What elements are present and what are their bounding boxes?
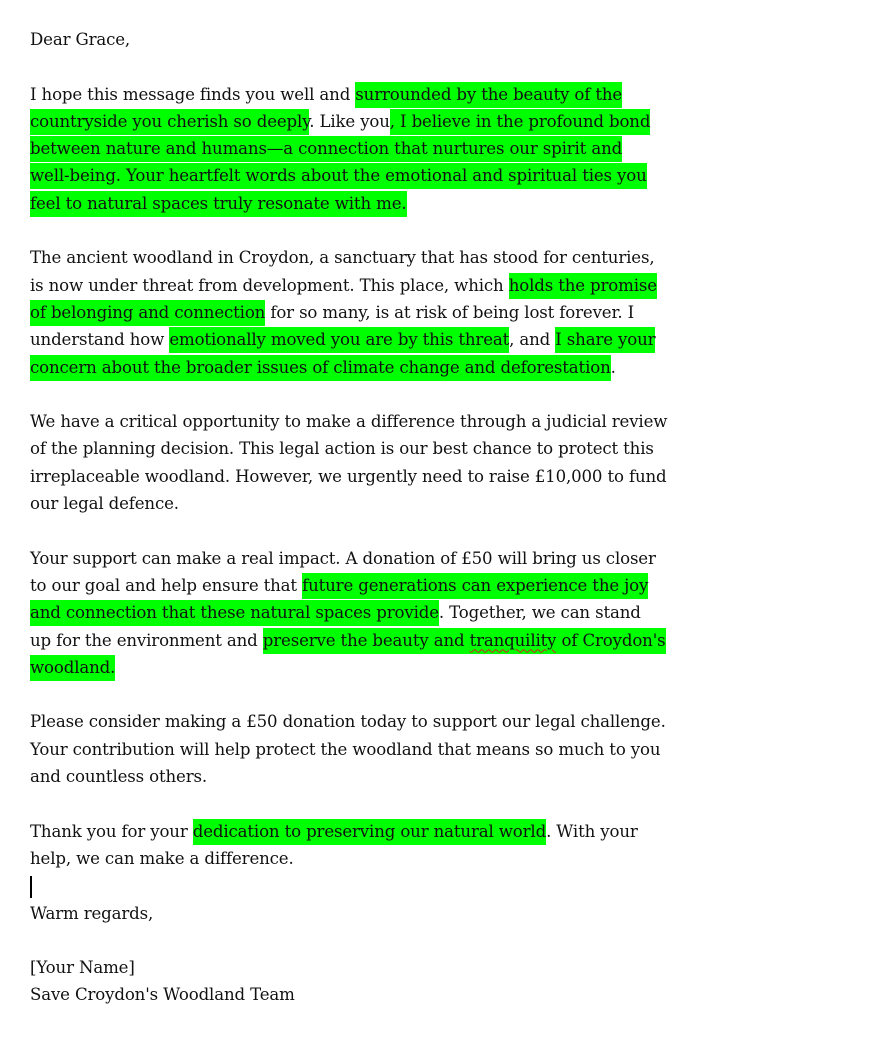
text-line bbox=[30, 627, 870, 654]
text-line bbox=[30, 654, 870, 681]
text-run: Dear Grace, bbox=[30, 30, 131, 49]
text-line bbox=[30, 435, 870, 462]
highlighted-text: countryside you cherish so deeply bbox=[30, 109, 309, 135]
text-line bbox=[30, 818, 870, 845]
text-run: The ancient woodland in Croydon, a sanctuary that has stood for centuries, bbox=[30, 248, 655, 268]
text-line bbox=[30, 190, 870, 217]
text-run: Thank you for your bbox=[30, 821, 193, 841]
text-run: We have a critical opportunity to make a difference through a judicial review bbox=[30, 412, 668, 432]
text-line bbox=[30, 900, 870, 927]
highlighted-text: well-being. Your heartfelt words about the emotional and spiritual ties you bbox=[30, 163, 647, 189]
text-line bbox=[30, 326, 870, 353]
highlighted-text: preserve the beauty and bbox=[263, 628, 470, 654]
text-run: . Like you bbox=[309, 111, 390, 131]
text-line bbox=[30, 272, 870, 299]
text-run: to our goal and help ensure that bbox=[30, 575, 303, 595]
text-run: understand how bbox=[30, 330, 170, 350]
text-run: is now under threat from development. This place, which bbox=[30, 275, 509, 295]
text-line bbox=[30, 135, 870, 162]
text-line bbox=[30, 162, 870, 189]
text-line bbox=[30, 244, 870, 271]
highlighted-text: dedication to preserving our natural world bbox=[193, 819, 546, 845]
text-run: up for the environment and bbox=[30, 630, 263, 650]
text-run: . bbox=[610, 357, 616, 377]
highlighted-text: feel to natural spaces truly resonate with me. bbox=[30, 191, 407, 217]
text-line bbox=[30, 490, 870, 517]
highlighted-text: between nature and humans—a connection that nurtures our spirit and bbox=[30, 136, 622, 162]
text-run: irreplaceable woodland. However, we urgently need to raise £10,000 to fund bbox=[30, 466, 667, 486]
letter-document-body[interactable] bbox=[30, 26, 870, 1009]
highlighted-text: holds the promise bbox=[509, 273, 657, 299]
blank-line bbox=[30, 681, 870, 708]
text-line bbox=[30, 408, 870, 435]
text-run: and countless others. bbox=[30, 767, 207, 787]
text-line bbox=[30, 299, 870, 326]
highlighted-text: emotionally moved you are by this threat bbox=[169, 327, 509, 353]
blank-line bbox=[30, 872, 870, 899]
text-line bbox=[30, 354, 870, 381]
text-line bbox=[30, 845, 870, 872]
text-line bbox=[30, 736, 870, 763]
misspelled-word: tranquility bbox=[470, 628, 557, 654]
text-run: Please consider making a £50 donation today to support our legal challenge. bbox=[30, 712, 666, 732]
highlighted-text: I share your bbox=[555, 327, 655, 353]
blank-line bbox=[30, 927, 870, 954]
text-line bbox=[30, 954, 870, 981]
text-run: for so many, is at risk of being lost forever. I bbox=[265, 302, 635, 322]
text-line bbox=[30, 545, 870, 572]
text-line bbox=[30, 463, 870, 490]
blank-line bbox=[30, 381, 870, 408]
text-run: Your support can make a real impact. A donation of £50 will bring us closer bbox=[30, 548, 656, 568]
text-run: Warm regards, bbox=[30, 903, 154, 923]
blank-line bbox=[30, 53, 870, 80]
text-run: our legal defence. bbox=[30, 494, 179, 514]
highlighted-text: woodland. bbox=[30, 655, 115, 681]
text-run: . Together, we can stand bbox=[438, 603, 641, 623]
blank-line bbox=[30, 217, 870, 244]
blank-line bbox=[30, 790, 870, 817]
highlighted-text: and connection that these natural spaces provide bbox=[30, 600, 439, 626]
text-line bbox=[30, 81, 870, 108]
text-line bbox=[30, 708, 870, 735]
text-cursor bbox=[30, 876, 32, 898]
text-run: Save Croydon's Woodland Team bbox=[30, 985, 295, 1005]
text-line bbox=[30, 108, 870, 135]
text-line bbox=[30, 572, 870, 599]
text-run: of the planning decision. This legal action is our best chance to protect this bbox=[30, 439, 654, 459]
text-line bbox=[30, 26, 870, 53]
text-run: I hope this message finds you well and bbox=[30, 84, 356, 104]
text-line bbox=[30, 763, 870, 790]
highlighted-text: surrounded by the beauty of the bbox=[355, 82, 622, 108]
text-run: . With your bbox=[546, 821, 638, 841]
text-run: Your contribution will help protect the woodland that means so much to you bbox=[30, 739, 661, 759]
text-run: , and bbox=[509, 330, 556, 350]
blank-line bbox=[30, 517, 870, 544]
highlighted-text: future generations can experience the joy bbox=[302, 573, 648, 599]
highlighted-text: , I believe in the profound bond bbox=[390, 109, 651, 135]
text-line bbox=[30, 981, 870, 1008]
highlighted-text: of belonging and connection bbox=[30, 300, 265, 326]
highlighted-text: concern about the broader issues of climate change and deforestation bbox=[30, 355, 611, 381]
text-run: help, we can make a difference. bbox=[30, 848, 294, 868]
highlighted-text: of Croydon's bbox=[556, 628, 665, 654]
text-run: [Your Name] bbox=[30, 958, 135, 978]
text-line bbox=[30, 599, 870, 626]
